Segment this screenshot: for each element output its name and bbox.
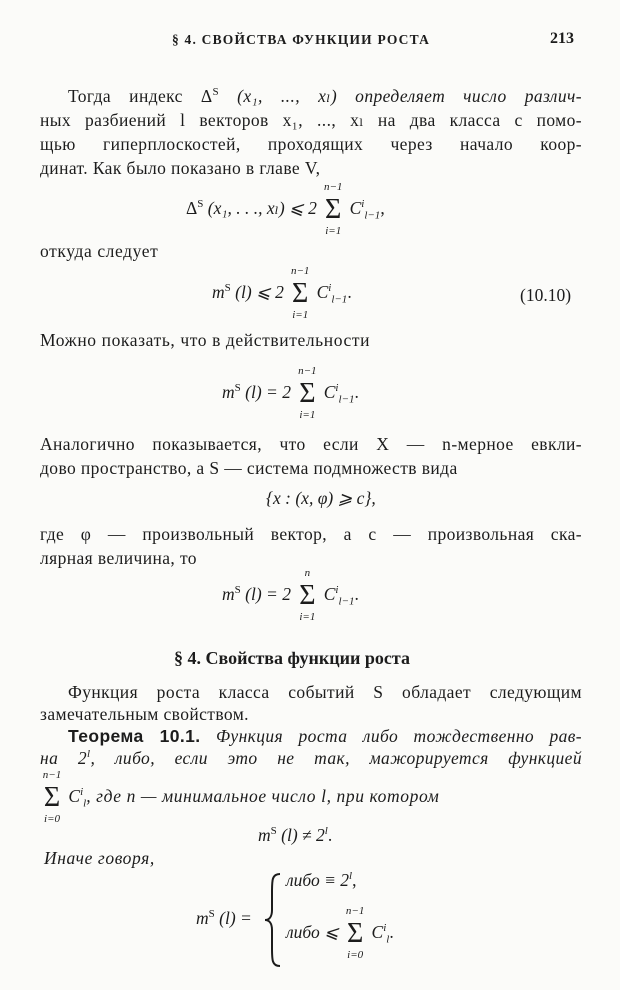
theorem-line [40,769,440,825]
paragraph-line: Иначе говоря, [44,848,155,868]
math-symbol: m [196,908,209,928]
text-run: , где n — минимальное число l, при котором [86,786,440,807]
equation-number: (10.10) [520,285,572,305]
summation: n Σ i=1 [299,567,316,623]
paragraph-line: щью гиперплоскостей, проходящих через начало коор- [40,134,582,154]
superscript: S [197,198,204,211]
subscript: l−1 [331,293,348,306]
math-symbol: m [258,825,271,845]
superscript: l [87,748,91,761]
superscript: S [212,86,220,99]
subscript: l [83,797,87,810]
sum-lower: i=1 [325,225,342,237]
equation-lhs [196,908,252,929]
superscript: i [335,382,339,395]
paragraph-line: Можно показать, что в действительности [40,330,371,350]
superscript: i [328,282,332,295]
math-text: либо ⩽ [286,922,339,943]
sum-upper: n−1 [298,365,317,377]
summation: n−1 Σ i=0 [345,905,365,961]
summation: n−1 Σ i=1 [323,181,343,237]
text-run: на 2 [40,748,88,768]
text-run: (x₁, ..., xₗ) определяет число различ- [237,86,582,106]
summation: n−1 Σ i=1 [298,365,317,421]
superscript: i [361,198,365,211]
equation [258,825,332,846]
superscript: S [270,825,277,838]
sum-upper: n−1 [323,181,343,193]
math-text: (l) = [219,908,252,928]
equation [212,265,352,321]
punct: . [327,825,333,845]
sum-lower: i=0 [347,949,364,961]
case-line [286,870,356,891]
math-symbol: m [222,382,235,403]
paragraph-line: дово пространство, а S — система подмножеств вида [40,458,458,478]
superscript: i [383,922,387,935]
sum-upper: n [304,567,311,579]
equation [186,181,385,237]
case-line [286,905,394,961]
paragraph-line: ных разбиений l векторов x₁, ..., xₗ на два класса с помо- [40,110,582,130]
math-text: (x₁, . . ., xₗ) ⩽ 2 [207,198,317,219]
math-symbol: C [323,584,336,605]
superscript: S [234,584,241,597]
sum-lower: i=0 [44,813,60,825]
math-symbol: C [349,198,362,219]
summation: n−1 Σ i=0 [42,769,62,825]
text-run: Функция роста либо тождественно рав- [215,726,582,746]
punct: . [389,922,394,943]
page-number: 213 [550,30,574,47]
superscript: S [208,908,215,921]
left-brace [262,872,284,973]
math-text: (l) ⩽ 2 [235,282,284,303]
subscript: l−1 [338,393,355,406]
paragraph-line: где φ — произвольный вектор, а c — произвольная ска- [40,524,582,544]
math-text: либо ≡ 2 [286,870,350,890]
brace-icon [262,872,284,968]
punct: . [354,382,359,403]
subscript: l−1 [364,209,381,222]
equation [222,365,359,421]
math-text: (l) = 2 [245,382,291,403]
paragraph-line: Аналогично показывается, что если X — n-мерное евкли- [40,434,582,454]
punct: . [347,282,352,303]
paragraph-line [68,86,582,107]
paragraph-line: откуда следует [40,241,159,261]
superscript: i [80,786,84,799]
math-symbol: m [222,584,235,605]
sum-lower: i=1 [299,611,316,623]
math-text: (l) ≠ 2 [281,825,325,845]
equation: {x : (x, φ) ⩾ c}, [266,488,376,508]
punct: , [352,870,357,890]
theorem-line [68,726,582,747]
sum-upper: n−1 [290,265,310,277]
superscript: S [234,382,241,395]
theorem-line [40,748,582,769]
subscript: l [386,933,390,946]
math-symbol: m [212,282,225,303]
sum-lower: i=1 [299,409,316,421]
paragraph-line: динат. Как было показано в главе V, [40,158,321,178]
theorem-label: Теорема 10.1. [68,726,201,746]
punct: . [354,584,359,605]
paragraph-line: Функция роста класса событий S обладает следующим [68,682,582,702]
sum-upper: n−1 [42,769,62,781]
text-run: , либо, если это не так, мажорируется функцией [90,748,582,768]
math-symbol: C [371,922,384,943]
math-symbol: C [68,786,81,807]
paragraph-line: замечательным свойством. [40,704,249,724]
section-heading: § 4. Свойства функции роста [174,648,410,668]
punct: , [380,198,385,219]
text-run: Тогда индекс Δ [68,86,213,106]
subscript: l−1 [338,595,355,608]
sum-upper: n−1 [345,905,365,917]
running-title: § 4. СВОЙСТВА ФУНКЦИИ РОСТА [172,32,431,47]
summation: n−1 Σ i=1 [290,265,310,321]
math-symbol: C [316,282,329,303]
paragraph-line: лярная величина, то [40,548,197,568]
math-symbol: Δ [186,198,198,219]
superscript: S [224,282,231,295]
math-symbol: C [323,382,336,403]
superscript: l [324,825,328,838]
superscript: l [349,870,353,883]
sum-lower: i=1 [292,309,309,321]
superscript: i [335,584,339,597]
equation [222,567,359,623]
math-text: (l) = 2 [245,584,291,605]
